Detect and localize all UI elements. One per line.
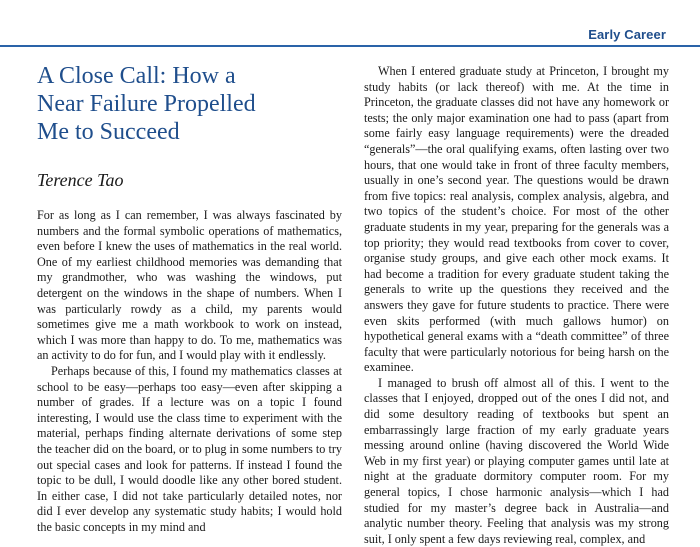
title-line-2: Near Failure Propelled: [37, 91, 256, 117]
title-line-1: A Close Call: How a: [37, 63, 236, 89]
title-line-3: Me to Succeed: [37, 119, 180, 145]
left-paragraph-2: Perhaps because of this, I found my mathematics classes at school to be easy—perhaps too easy—even after skipping a number of grades. If a lecture was on a topic I found interesting, I would use the class time to experiment with the material, perhaps finding alternate derivations of some step the teacher did on the board, or to plug in some numbers to try out special cases and look for patterns. If instead I found the topic to be dull, I would doodle like any other bored student. In either case, I did not take particularly detailed notes, nor did I ever develop any systematic study habits; I would hold the basic concepts in my mind and: [37, 363, 342, 534]
article-title: [37, 62, 342, 146]
right-paragraph-2: I managed to brush off almost all of this. I went to the classes that I enjoyed, dropped out of the ones I did not, and did some desultory reading of textbooks but spent an embarrassingly large fraction of my early graduate years messing around online (having discovered the World Wide Web in my first year) or playing computer games until late at night at the graduate dormitory computer room. For my general topics, I chose harmonic analysis—which I had studied for my master’s degree back in Australia—and analytic number theory. Feeling that analysis was my strong suit, I only spent a few days reviewing real, complex, and: [364, 375, 669, 546]
right-column: [364, 64, 669, 547]
section-rule: [0, 45, 700, 47]
left-paragraph-1: For as long as I can remember, I was always fascinated by numbers and the formal symbolic operations of mathematics, even before I knew the uses of mathematics in the real world. One of my earliest childhood memories was demanding that my grandmother, who was washing the windows, put detergent on the windows in the shape of numbers. When I was particularly rowdy as a child, my parents would sometimes give me a math workbook to work on instead, which I was more than happy to do. To me, mathematics was an activity to do for fun, and I would play with it endlessly.: [37, 208, 342, 363]
left-column: [37, 62, 342, 535]
author-name: Terence Tao: [37, 170, 124, 190]
section-tag: Early Career: [588, 27, 666, 42]
right-paragraph-1: When I entered graduate study at Princeton, I brought my study habits (or lack thereof) with me. At the time in Princeton, the graduate classes did not have any homework or tests; the only major examination one had to pass (apart from some fairly easy language requirements) were the dreaded “generals”—the oral qualifying exams, often lasting over two hours, that one would take in front of three faculty members, usually in one’s second year. The questions would be drawn from five topics: real analysis, complex analysis, algebra, and two topics of the student’s choice. For most of the other graduate students in my year, preparing for the generals was a top priority; they would read textbooks from cover to cover, organise study groups, and give each other mock exams. It had become a tradition for every graduate student taking the generals to write up the questions they received and the answers they gave for future students to practice. There were even skits performed (with much gallows humor) on hypothetical general exams with a “death committee” of three faculty that were particularly notorious for being harsh on the examinee.: [364, 64, 669, 375]
